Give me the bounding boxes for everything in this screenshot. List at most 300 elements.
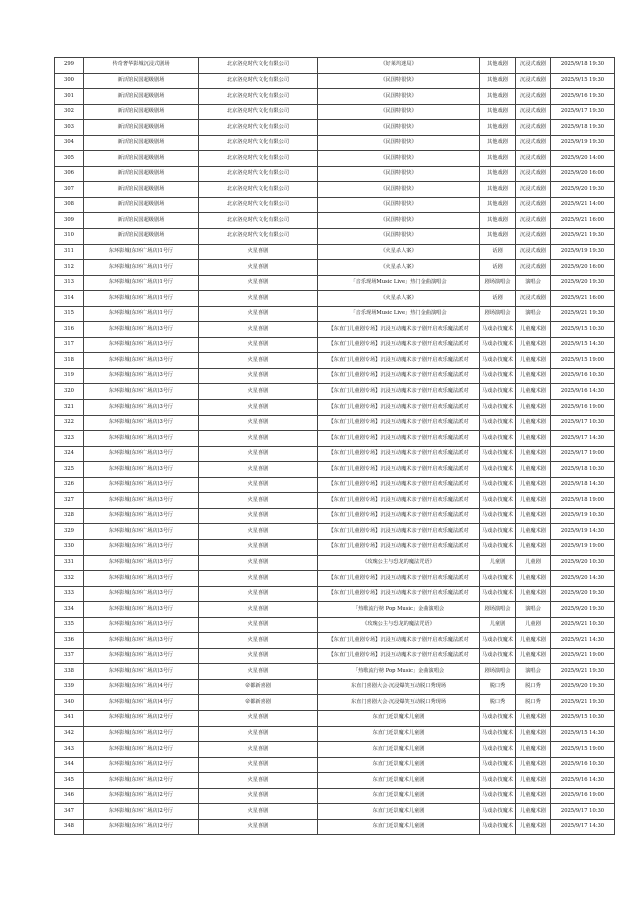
show-title-cell: 《火星杀人案》 — [318, 260, 480, 276]
venue-cell: 东环影城(东环广场店)3号厅 — [84, 664, 199, 680]
organizer-cell: 火星喜剧 — [199, 571, 318, 587]
table-row — [55, 58, 615, 74]
category-cell: 其他戏剧 — [480, 104, 516, 120]
showtime-cell: 2025/9/19 19:30 — [551, 135, 615, 151]
showtime-cell: 2025/9/19 19:30 — [551, 244, 615, 260]
subcategory-cell: 儿童魔术剧 — [516, 757, 551, 773]
show-title-cell: 【东直门儿童剧专场】沉浸互动魔术亲子剧开启欢乐魔法派对 — [318, 446, 480, 462]
row-number-cell: 309 — [55, 213, 84, 229]
row-number-cell: 299 — [55, 58, 84, 74]
row-number-cell: 331 — [55, 555, 84, 571]
table-row — [55, 477, 615, 493]
show-title-cell: 【东直门儿童剧专场】沉浸互动魔术亲子剧开启欢乐魔法派对 — [318, 477, 480, 493]
show-title-cell: 《玫瑰公主与恐龙的魔法咒语》 — [318, 617, 480, 633]
category-cell: 马戏杂技魔术 — [480, 804, 516, 820]
showtime-cell: 2025/9/16 19:00 — [551, 788, 615, 804]
subcategory-cell: 儿童剧 — [516, 617, 551, 633]
show-title-cell: 东直门近景魔术儿童剧 — [318, 804, 480, 820]
subcategory-cell: 儿童魔术剧 — [516, 353, 551, 369]
show-title-cell: 《民国特很快》 — [318, 197, 480, 213]
showtime-cell: 2025/9/15 10:30 — [551, 710, 615, 726]
organizer-cell: 北京洛克时代文化有限公司 — [199, 229, 318, 245]
row-number-cell: 313 — [55, 275, 84, 291]
row-number-cell: 312 — [55, 260, 84, 276]
venue-cell: 东环影城(东环广场店)1号厅 — [84, 306, 199, 322]
category-cell: 马戏杂技魔术 — [480, 710, 516, 726]
row-number-cell: 322 — [55, 415, 84, 431]
venue-cell: 东环影城(东环广场店)3号厅 — [84, 648, 199, 664]
row-number-cell: 302 — [55, 104, 84, 120]
showtime-cell: 2025/9/18 19:00 — [551, 493, 615, 509]
row-number-cell: 320 — [55, 384, 84, 400]
venue-cell: 传奇奢华影城沉浸式剧场 — [84, 58, 199, 74]
showtime-cell: 2025/9/17 10:30 — [551, 415, 615, 431]
subcategory-cell: 儿童魔术剧 — [516, 524, 551, 540]
showtime-cell: 2025/9/16 19:30 — [551, 89, 615, 105]
showtime-cell: 2025/9/21 16:00 — [551, 213, 615, 229]
category-cell: 剧场演唱会 — [480, 664, 516, 680]
table-row — [55, 400, 615, 416]
table-row — [55, 602, 615, 618]
row-number-cell: 328 — [55, 508, 84, 524]
subcategory-cell: 沉浸式戏剧 — [516, 58, 551, 74]
row-number-cell: 315 — [55, 306, 84, 322]
venue-cell: 东环影城(东环广场店)3号厅 — [84, 337, 199, 353]
category-cell: 其他戏剧 — [480, 73, 516, 89]
showtime-cell: 2025/9/15 19:00 — [551, 353, 615, 369]
subcategory-cell: 沉浸式戏剧 — [516, 213, 551, 229]
venue-cell: 新活馆民国超级剧场 — [84, 120, 199, 136]
subcategory-cell: 儿童魔术剧 — [516, 400, 551, 416]
showtime-cell: 2025/9/21 19:30 — [551, 306, 615, 322]
show-title-cell: 《玫瑰公主与恐龙的魔法咒语》 — [318, 555, 480, 571]
subcategory-cell: 儿童魔术剧 — [516, 539, 551, 555]
row-number-cell: 330 — [55, 539, 84, 555]
row-number-cell: 345 — [55, 773, 84, 789]
organizer-cell: 火星喜剧 — [199, 804, 318, 820]
venue-cell: 新活馆民国超级剧场 — [84, 135, 199, 151]
organizer-cell: 火星喜剧 — [199, 493, 318, 509]
organizer-cell: 火星喜剧 — [199, 244, 318, 260]
table-row — [55, 337, 615, 353]
category-cell: 马戏杂技魔术 — [480, 415, 516, 431]
show-title-cell: 【东直门儿童剧专场】沉浸互动魔术亲子剧开启欢乐魔法派对 — [318, 337, 480, 353]
showtime-cell: 2025/9/15 14:30 — [551, 726, 615, 742]
table-row — [55, 586, 615, 602]
subcategory-cell: 沉浸式戏剧 — [516, 135, 551, 151]
row-number-cell: 305 — [55, 151, 84, 167]
showtime-cell: 2025/9/20 16:00 — [551, 166, 615, 182]
category-cell: 其他戏剧 — [480, 182, 516, 198]
table-row — [55, 819, 615, 835]
show-title-cell: 东直门近景魔术儿童剧 — [318, 788, 480, 804]
showtime-cell: 2025/9/20 19:30 — [551, 586, 615, 602]
subcategory-cell: 儿童魔术剧 — [516, 633, 551, 649]
venue-cell: 东环影城(东环广场店)2号厅 — [84, 804, 199, 820]
organizer-cell: 火星喜剧 — [199, 384, 318, 400]
table-row — [55, 571, 615, 587]
show-title-cell: 《民国特很快》 — [318, 229, 480, 245]
showtime-cell: 2025/9/21 19:30 — [551, 664, 615, 680]
show-title-cell: 《民国特很快》 — [318, 89, 480, 105]
subcategory-cell: 儿童魔术剧 — [516, 571, 551, 587]
showtime-cell: 2025/9/17 14:30 — [551, 819, 615, 835]
showtime-cell: 2025/9/20 14:30 — [551, 571, 615, 587]
organizer-cell: 帝都新喜剧 — [199, 695, 318, 711]
category-cell: 其他戏剧 — [480, 135, 516, 151]
organizer-cell: 火星喜剧 — [199, 415, 318, 431]
venue-cell: 东环影城(东环广场店)3号厅 — [84, 400, 199, 416]
show-title-cell: 【东直门儿童剧专场】沉浸互动魔术亲子剧开启欢乐魔法派对 — [318, 586, 480, 602]
row-number-cell: 327 — [55, 493, 84, 509]
show-title-cell: 「音乐现场Music Live」热门金曲演唱会 — [318, 306, 480, 322]
subcategory-cell: 沉浸式戏剧 — [516, 197, 551, 213]
table-row — [55, 260, 615, 276]
venue-cell: 新活馆民国超级剧场 — [84, 182, 199, 198]
showtime-cell: 2025/9/21 14:30 — [551, 633, 615, 649]
subcategory-cell: 沉浸式戏剧 — [516, 229, 551, 245]
table-row — [55, 555, 615, 571]
organizer-cell: 火星喜剧 — [199, 400, 318, 416]
category-cell: 马戏杂技魔术 — [480, 446, 516, 462]
showtime-cell: 2025/9/17 19:00 — [551, 446, 615, 462]
organizer-cell: 火星喜剧 — [199, 819, 318, 835]
organizer-cell: 火星喜剧 — [199, 664, 318, 680]
category-cell: 儿童剧 — [480, 617, 516, 633]
table-row — [55, 633, 615, 649]
organizer-cell: 北京洛克时代文化有限公司 — [199, 104, 318, 120]
table-row — [55, 508, 615, 524]
showtime-cell: 2025/9/21 19:30 — [551, 229, 615, 245]
row-number-cell: 338 — [55, 664, 84, 680]
organizer-cell: 北京洛克时代文化有限公司 — [199, 120, 318, 136]
table-row — [55, 89, 615, 105]
subcategory-cell: 沉浸式戏剧 — [516, 291, 551, 307]
subcategory-cell: 儿童魔术剧 — [516, 337, 551, 353]
row-number-cell: 303 — [55, 120, 84, 136]
venue-cell: 新活馆民国超级剧场 — [84, 73, 199, 89]
row-number-cell: 343 — [55, 742, 84, 758]
venue-cell: 东环影城(东环广场店)2号厅 — [84, 726, 199, 742]
showtime-cell: 2025/9/16 14:30 — [551, 773, 615, 789]
organizer-cell: 北京洛克时代文化有限公司 — [199, 151, 318, 167]
subcategory-cell: 沉浸式戏剧 — [516, 166, 551, 182]
showtime-cell: 2025/9/15 19:30 — [551, 73, 615, 89]
showtime-cell: 2025/9/20 14:00 — [551, 151, 615, 167]
row-number-cell: 336 — [55, 633, 84, 649]
show-title-cell: 《民国特很快》 — [318, 104, 480, 120]
show-title-cell: 【东直门儿童剧专场】沉浸互动魔术亲子剧开启欢乐魔法派对 — [318, 633, 480, 649]
show-title-cell: 【东直门儿童剧专场】沉浸互动魔术亲子剧开启欢乐魔法派对 — [318, 462, 480, 478]
show-title-cell: 东直门近景魔术儿童剧 — [318, 742, 480, 758]
subcategory-cell: 演唱会 — [516, 306, 551, 322]
show-title-cell: 《民国特很快》 — [318, 166, 480, 182]
subcategory-cell: 儿童魔术剧 — [516, 773, 551, 789]
category-cell: 马戏杂技魔术 — [480, 384, 516, 400]
venue-cell: 东环影城(东环广场店)3号厅 — [84, 322, 199, 338]
category-cell: 马戏杂技魔术 — [480, 819, 516, 835]
row-number-cell: 323 — [55, 431, 84, 447]
showtime-cell: 2025/9/21 19:00 — [551, 648, 615, 664]
organizer-cell: 火星喜剧 — [199, 446, 318, 462]
organizer-cell: 北京洛克时代文化有限公司 — [199, 135, 318, 151]
showtime-cell: 2025/9/19 14:30 — [551, 524, 615, 540]
venue-cell: 新活馆民国超级剧场 — [84, 213, 199, 229]
organizer-cell: 火星喜剧 — [199, 773, 318, 789]
subcategory-cell: 沉浸式戏剧 — [516, 104, 551, 120]
table-row — [55, 291, 615, 307]
subcategory-cell: 演唱会 — [516, 664, 551, 680]
category-cell: 马戏杂技魔术 — [480, 571, 516, 587]
category-cell: 马戏杂技魔术 — [480, 337, 516, 353]
table-row — [55, 135, 615, 151]
venue-cell: 东环影城(东环广场店)1号厅 — [84, 275, 199, 291]
category-cell: 其他戏剧 — [480, 213, 516, 229]
category-cell: 马戏杂技魔术 — [480, 431, 516, 447]
row-number-cell: 314 — [55, 291, 84, 307]
category-cell: 马戏杂技魔术 — [480, 586, 516, 602]
table-row — [55, 695, 615, 711]
row-number-cell: 333 — [55, 586, 84, 602]
table-row — [55, 120, 615, 136]
venue-cell: 东环影城(东环广场店)2号厅 — [84, 773, 199, 789]
table-row — [55, 726, 615, 742]
subcategory-cell: 儿童魔术剧 — [516, 726, 551, 742]
category-cell: 其他戏剧 — [480, 89, 516, 105]
showtime-cell: 2025/9/20 16:00 — [551, 260, 615, 276]
table-body — [55, 58, 615, 835]
venue-cell: 东环影城(东环广场店)2号厅 — [84, 788, 199, 804]
subcategory-cell: 儿童魔术剧 — [516, 431, 551, 447]
organizer-cell: 火星喜剧 — [199, 648, 318, 664]
showtime-cell: 2025/9/20 19:30 — [551, 182, 615, 198]
category-cell: 儿童剧 — [480, 555, 516, 571]
row-number-cell: 319 — [55, 368, 84, 384]
organizer-cell: 火星喜剧 — [199, 539, 318, 555]
organizer-cell: 火星喜剧 — [199, 555, 318, 571]
category-cell: 马戏杂技魔术 — [480, 477, 516, 493]
category-cell: 马戏杂技魔术 — [480, 493, 516, 509]
venue-cell: 东环影城(东环广场店)3号厅 — [84, 477, 199, 493]
venue-cell: 东环影城(东环广场店)3号厅 — [84, 571, 199, 587]
subcategory-cell: 沉浸式戏剧 — [516, 73, 551, 89]
category-cell: 马戏杂技魔术 — [480, 368, 516, 384]
organizer-cell: 北京洛克时代文化有限公司 — [199, 182, 318, 198]
subcategory-cell: 演唱会 — [516, 602, 551, 618]
category-cell: 马戏杂技魔术 — [480, 788, 516, 804]
category-cell: 话剧 — [480, 260, 516, 276]
venue-cell: 东环影城(东环广场店)1号厅 — [84, 291, 199, 307]
show-title-cell: 「热歌流行榜 Pop Music」金曲演唱会 — [318, 602, 480, 618]
subcategory-cell: 儿童魔术剧 — [516, 462, 551, 478]
showtime-cell: 2025/9/19 19:00 — [551, 539, 615, 555]
subcategory-cell: 儿童魔术剧 — [516, 493, 551, 509]
row-number-cell: 321 — [55, 400, 84, 416]
venue-cell: 东环影城(东环广场店)3号厅 — [84, 353, 199, 369]
table-row — [55, 244, 615, 260]
subcategory-cell: 儿童剧 — [516, 555, 551, 571]
venue-cell: 东环影城(东环广场店)3号厅 — [84, 431, 199, 447]
table-row — [55, 229, 615, 245]
venue-cell: 东环影城(东环广场店)2号厅 — [84, 757, 199, 773]
category-cell: 马戏杂技魔术 — [480, 462, 516, 478]
subcategory-cell: 脱口秀 — [516, 679, 551, 695]
organizer-cell: 火星喜剧 — [199, 742, 318, 758]
subcategory-cell: 儿童魔术剧 — [516, 742, 551, 758]
table-row — [55, 166, 615, 182]
category-cell: 马戏杂技魔术 — [480, 524, 516, 540]
row-number-cell: 329 — [55, 524, 84, 540]
category-cell: 话剧 — [480, 244, 516, 260]
table-row — [55, 773, 615, 789]
category-cell: 剧场演唱会 — [480, 275, 516, 291]
organizer-cell: 北京洛克时代文化有限公司 — [199, 73, 318, 89]
venue-cell: 东环影城(东环广场店)3号厅 — [84, 555, 199, 571]
venue-cell: 东环影城(东环广场店)3号厅 — [84, 633, 199, 649]
show-title-cell: 《民国特很快》 — [318, 120, 480, 136]
showtime-cell: 2025/9/21 10:30 — [551, 617, 615, 633]
showtime-cell: 2025/9/15 10:30 — [551, 322, 615, 338]
table-row — [55, 322, 615, 338]
category-cell: 马戏杂技魔术 — [480, 726, 516, 742]
organizer-cell: 火星喜剧 — [199, 275, 318, 291]
row-number-cell: 325 — [55, 462, 84, 478]
subcategory-cell: 儿童魔术剧 — [516, 788, 551, 804]
row-number-cell: 310 — [55, 229, 84, 245]
row-number-cell: 304 — [55, 135, 84, 151]
show-title-cell: 《民国特很快》 — [318, 213, 480, 229]
show-title-cell: 《民国特很快》 — [318, 151, 480, 167]
organizer-cell: 火星喜剧 — [199, 617, 318, 633]
organizer-cell: 火星喜剧 — [199, 337, 318, 353]
row-number-cell: 337 — [55, 648, 84, 664]
show-title-cell: 【东直门儿童剧专场】沉浸互动魔术亲子剧开启欢乐魔法派对 — [318, 508, 480, 524]
table-row — [55, 788, 615, 804]
showtime-cell: 2025/9/16 10:30 — [551, 757, 615, 773]
category-cell: 马戏杂技魔术 — [480, 633, 516, 649]
organizer-cell: 火星喜剧 — [199, 431, 318, 447]
showtime-cell: 2025/9/18 19:30 — [551, 58, 615, 74]
organizer-cell: 火星喜剧 — [199, 726, 318, 742]
row-number-cell: 316 — [55, 322, 84, 338]
organizer-cell: 帝都新喜剧 — [199, 679, 318, 695]
subcategory-cell: 儿童魔术剧 — [516, 477, 551, 493]
venue-cell: 新活馆民国超级剧场 — [84, 89, 199, 105]
row-number-cell: 300 — [55, 73, 84, 89]
venue-cell: 东环影城(东环广场店)2号厅 — [84, 742, 199, 758]
row-number-cell: 318 — [55, 353, 84, 369]
row-number-cell: 332 — [55, 571, 84, 587]
category-cell: 脱口秀 — [480, 695, 516, 711]
show-title-cell: 东直门近景魔术儿童剧 — [318, 757, 480, 773]
organizer-cell: 火星喜剧 — [199, 322, 318, 338]
showtime-cell: 2025/9/21 14:00 — [551, 197, 615, 213]
subcategory-cell: 儿童魔术剧 — [516, 446, 551, 462]
showtime-cell: 2025/9/15 14:30 — [551, 337, 615, 353]
organizer-cell: 火星喜剧 — [199, 586, 318, 602]
table-row — [55, 384, 615, 400]
category-cell: 马戏杂技魔术 — [480, 539, 516, 555]
organizer-cell: 火星喜剧 — [199, 757, 318, 773]
venue-cell: 东环影城(东环广场店)3号厅 — [84, 368, 199, 384]
row-number-cell: 307 — [55, 182, 84, 198]
table-row — [55, 213, 615, 229]
table-row — [55, 462, 615, 478]
table-row — [55, 493, 615, 509]
table-row — [55, 415, 615, 431]
subcategory-cell: 沉浸式戏剧 — [516, 120, 551, 136]
showtime-cell: 2025/9/16 19:00 — [551, 400, 615, 416]
table-row — [55, 539, 615, 555]
category-cell: 剧场演唱会 — [480, 602, 516, 618]
show-title-cell: 《好莱坞迷局》 — [318, 58, 480, 74]
venue-cell: 东环影城(东环广场店)3号厅 — [84, 617, 199, 633]
subcategory-cell: 儿童魔术剧 — [516, 508, 551, 524]
row-number-cell: 341 — [55, 710, 84, 726]
showtime-cell: 2025/9/17 10:30 — [551, 804, 615, 820]
venue-cell: 东环影城(东环广场店)2号厅 — [84, 819, 199, 835]
table-row — [55, 664, 615, 680]
venue-cell: 东环影城(东环广场店)3号厅 — [84, 524, 199, 540]
venue-cell: 东环影城(东环广场店)2号厅 — [84, 710, 199, 726]
subcategory-cell: 沉浸式戏剧 — [516, 89, 551, 105]
category-cell: 其他戏剧 — [480, 58, 516, 74]
venue-cell: 东环影城(东环广场店)3号厅 — [84, 493, 199, 509]
row-number-cell: 342 — [55, 726, 84, 742]
showtime-cell: 2025/9/16 10:30 — [551, 368, 615, 384]
table-row — [55, 73, 615, 89]
showtime-cell: 2025/9/18 19:30 — [551, 120, 615, 136]
show-title-cell: 《民国特很快》 — [318, 182, 480, 198]
organizer-cell: 火星喜剧 — [199, 508, 318, 524]
row-number-cell: 308 — [55, 197, 84, 213]
table-row — [55, 306, 615, 322]
category-cell: 其他戏剧 — [480, 229, 516, 245]
organizer-cell: 火星喜剧 — [199, 291, 318, 307]
row-number-cell: 348 — [55, 819, 84, 835]
table-row — [55, 104, 615, 120]
showtime-cell: 2025/9/20 19:30 — [551, 602, 615, 618]
show-title-cell: 东直门近景魔术儿童剧 — [318, 710, 480, 726]
table-row — [55, 742, 615, 758]
venue-cell: 新活馆民国超级剧场 — [84, 229, 199, 245]
show-title-cell: 【东直门儿童剧专场】沉浸互动魔术亲子剧开启欢乐魔法派对 — [318, 415, 480, 431]
table-row — [55, 431, 615, 447]
subcategory-cell: 儿童魔术剧 — [516, 322, 551, 338]
show-title-cell: 【东直门儿童剧专场】沉浸互动魔术亲子剧开启欢乐魔法派对 — [318, 524, 480, 540]
subcategory-cell: 儿童魔术剧 — [516, 819, 551, 835]
category-cell: 马戏杂技魔术 — [480, 322, 516, 338]
venue-cell: 东环影城(东环广场店)1号厅 — [84, 244, 199, 260]
performance-table — [54, 57, 615, 835]
table-row — [55, 151, 615, 167]
row-number-cell: 344 — [55, 757, 84, 773]
organizer-cell: 火星喜剧 — [199, 602, 318, 618]
subcategory-cell: 演唱会 — [516, 275, 551, 291]
showtime-cell: 2025/9/20 10:30 — [551, 555, 615, 571]
venue-cell: 东环影城(东环广场店)3号厅 — [84, 586, 199, 602]
table-row — [55, 446, 615, 462]
subcategory-cell: 儿童魔术剧 — [516, 804, 551, 820]
venue-cell: 东环影城(东环广场店)3号厅 — [84, 539, 199, 555]
showtime-cell: 2025/9/18 10:30 — [551, 462, 615, 478]
show-title-cell: 【东直门儿童剧专场】沉浸互动魔术亲子剧开启欢乐魔法派对 — [318, 493, 480, 509]
venue-cell: 东环影城(东环广场店)1号厅 — [84, 260, 199, 276]
category-cell: 脱口秀 — [480, 679, 516, 695]
row-number-cell: 324 — [55, 446, 84, 462]
table-row — [55, 710, 615, 726]
table-row — [55, 182, 615, 198]
